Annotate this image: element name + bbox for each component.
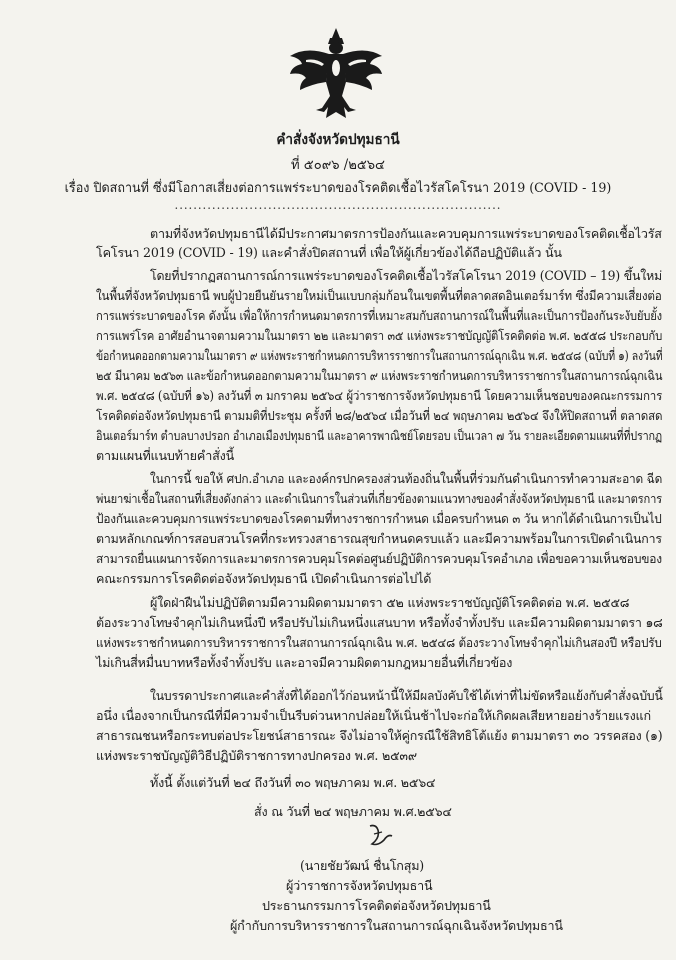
paragraph-line: ในพื้นที่จังหวัดปทุมธานี พบผู้ป่วยยืนยันรายใหม่เป็นแบบกลุ่มก้อนในเขตพื้นที่ตลาดสดอินเตอร์มาร์ท ซึ่งมีความเสี่ยงต่อ — [96, 288, 662, 303]
signer-title-2: ประธานกรรมการโรคติดต่อจังหวัดปทุมธานี — [262, 898, 491, 913]
paragraph-line: อนึ่ง เนื่องจากเป็นกรณีที่มีความจำเป็นรีบด่วนหากปล่อยให้เนิ่นช้าไปจะก่อให้เกิดผลเสียหายอย่างร้ายแรงแก่ — [96, 708, 651, 723]
signer-title-1: ผู้ว่าราชการจังหวัดปทุมธานี — [286, 878, 433, 893]
paragraph-line: ตามแผนที่แนบท้ายคำสั่งนี้ — [96, 448, 234, 463]
paragraph-line: ตามที่จังหวัดปทุมธานีได้มีประกาศมาตรการป้องกันและควบคุมการแพร่ระบาดของโรคติดเชื้อไวรัส — [150, 226, 662, 241]
paragraph-line: พ่นยาฆ่าเชื้อในสถานที่เสี่ยงดังกล่าว และดำเนินการในส่วนที่เกี่ยวข้องตามแนวทางของคำสั่งจังหวัดปทุมธานี และมาตรการ — [96, 491, 663, 506]
signer-title-3: ผู้กำกับการบริหารราชการในสถานการณ์ฉุกเฉินจังหวัดปทุมธานี — [230, 918, 563, 933]
signer-name: (นายชัยวัฒน์ ชื่นโกสุม) — [300, 858, 425, 873]
order-subject: เรื่อง ปิดสถานที่ ซึ่งมีโอกาสเสี่ยงต่อการแพร่ระบาดของโรคติดเชื้อไวรัสโคโรนา 2019 (COVID - 19) — [64, 181, 612, 196]
order-title: คำสั่งจังหวัดปทุมธานี — [276, 132, 400, 148]
effective-date: ทั้งนี้ ตั้งแต่วันที่ ๒๔ ถึงวันที่ ๓๐ พฤษภาคม พ.ศ. ๒๕๖๔ — [150, 775, 436, 790]
paragraph-line: อินเตอร์มาร์ท ตำบลบางปรอก อำเภอเมืองปทุมธานี และอาคารพาณิชย์โดยรอบ เป็นเวลา ๗ วัน รายละเอียดตามแผนที่ที่ปรากฏ — [96, 428, 663, 443]
paragraph-line: ตามหลักเกณฑ์การสอบสวนโรคที่กระทรวงสาธารณสุขกำหนดครบแล้ว และมีความพร้อมในการเปิดดำเนินการ — [96, 531, 662, 546]
paragraph-line: ๒๕ มีนาคม ๒๕๖๓ และข้อกำหนดออกตามความในมาตรา ๙ แห่งพระราชกำหนดการบริหารราชการในสถานการณ์ฉุกเฉิน — [96, 368, 663, 383]
paragraph-line: สาธารณชนหรือกระทบต่อประโยชน์สาธารณะ จึงไม่อาจให้คู่กรณีใช้สิทธิโต้แย้ง ตามมาตรา ๓๐ วรรคสอง (๑) — [96, 728, 663, 743]
handwritten-signature — [366, 822, 396, 850]
paragraph-line: โรคติดต่อจังหวัดปทุมธานี ตามมติที่ประชุม ครั้งที่ ๒๘/๒๕๖๔ เมื่อวันที่ ๒๔ พฤษภาคม ๒๕๖๔ จึงให้ปิดสถานที่ ตลาดสด — [96, 408, 663, 423]
paragraph-line: ป้องกันและควบคุมการแพร่ระบาดของโรคตามที่ทางราชการกำหนด เมื่อครบกำหนด ๓ วัน หากได้ดำเนินการเป็นไป — [96, 511, 662, 526]
garuda-emblem-icon — [286, 26, 386, 122]
paragraph-line: ข้อกำหนดออกตามความในมาตรา ๙ แห่งพระราชกำหนดการบริหารราชการในสถานการณ์ฉุกเฉิน พ.ศ. ๒๕๔๘ (ฉบับที่ ๑) ลงวันที่ — [96, 348, 663, 363]
paragraph-line: ในการนี้ ขอให้ ศปก.อำเภอ และองค์กรปกครองส่วนท้องถิ่นในพื้นที่ร่วมกันดำเนินการทำความสะอาด ฉีด — [150, 471, 663, 486]
order-number: ที่ ๕๐๙๖ /๒๕๖๔ — [291, 157, 385, 173]
paragraph-line: พ.ศ. ๒๕๔๘ (ฉบับที่ ๑๖) ลงวันที่ ๓ มกราคม ๒๕๖๔ ผู้ว่าราชการจังหวัดปทุมธานี โดยความเห็นชอบของคณะกรรมการ — [96, 388, 663, 403]
separator-line: ...................................................................... — [174, 198, 502, 212]
order-date: สั่ง ณ วันที่ ๒๔ พฤษภาคม พ.ศ.๒๕๖๔ — [254, 804, 452, 819]
paragraph-line: การแพร่โรค อาศัยอำนาจตามความในมาตรา ๒๒ และมาตรา ๓๕ แห่งพระราชบัญญัติโรคติดต่อ พ.ศ. ๒๕๕๘ ประกอบกับ — [96, 328, 663, 343]
paragraph-line: โคโรนา 2019 (COVID - 19) และคำสั่งปิดสถานที่ เพื่อให้ผู้เกี่ยวข้องได้ถือปฏิบัติแล้ว นั้น — [96, 245, 562, 260]
paragraph-line: โดยที่ปรากฏสถานการณ์การแพร่ระบาดของโรคติดเชื้อไวรัสโคโรนา 2019 (COVID – 19) ขึ้นใหม่ — [150, 268, 663, 283]
paragraph-line: แห่งพระราชบัญญัติวิธีปฏิบัติราชการทางปกครอง พ.ศ. ๒๕๓๙ — [96, 748, 417, 763]
paragraph-line: ต้องระวางโทษจำคุกไม่เกินหนึ่งปี หรือปรับไม่เกินหนึ่งแสนบาท หรือทั้งจำทั้งปรับ และมีความผิดตามมาตรา ๑๘ — [96, 615, 663, 630]
paragraph-line: แห่งพระราชกำหนดการบริหารราชการในสถานการณ์ฉุกเฉิน พ.ศ. ๒๕๔๘ ต้องระวางโทษจำคุกไม่เกินสองปี หรือปรับ — [96, 635, 662, 650]
paragraph-line: ผู้ใดฝ่าฝืนไม่ปฏิบัติตามมีความผิดตามมาตรา ๕๒ แห่งพระราชบัญญัติโรคติดต่อ พ.ศ. ๒๕๕๘ — [150, 595, 630, 610]
paragraph-line: ในบรรดาประกาศและคำสั่งที่ได้ออกไว้ก่อนหน้านี้ให้มีผลบังคับใช้ได้เท่าที่ไม่ขัดหรือแย้งกับคำสั่งฉบับนี้ — [150, 688, 663, 703]
paragraph-line: ไม่เกินสี่หมื่นบาทหรือทั้งจำทั้งปรับ และอาจมีความผิดตามกฎหมายอื่นที่เกี่ยวข้อง — [96, 655, 513, 670]
paragraph-line: คณะกรรมการโรคติดต่อจังหวัดปทุมธานี เปิดดำเนินการต่อไปได้ — [96, 571, 432, 586]
paragraph-line: การแพร่ระบาดของโรค ดังนั้น เพื่อให้การกำหนดมาตรการที่เหมาะสมกับสถานการณ์ในพื้นที่และเป็นการป้องกันระงับยับยั้ง — [96, 308, 662, 323]
paragraph-line: สามารถยื่นแผนการจัดการและมาตรการควบคุมโรคต่อศูนย์ปฏิบัติการควบคุมโรคอำเภอ เพื่อขอความเห็นชอบของ — [96, 551, 662, 566]
